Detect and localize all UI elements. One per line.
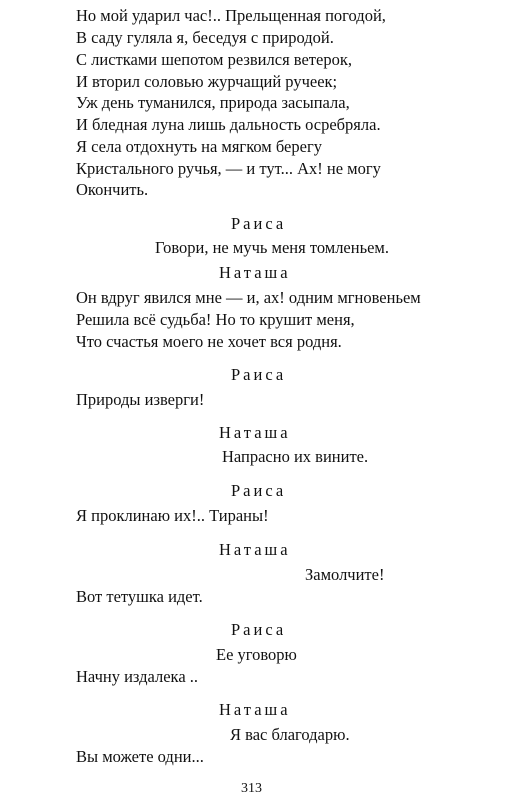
verse-line: И бледная луна лишь дальность осребряла.	[76, 115, 381, 134]
verse-line: Замолчите!	[305, 565, 385, 584]
verse-line: Природы изверги!	[76, 390, 205, 409]
verse-line: Кристального ручья, — и тут... Ах! не могу	[76, 159, 381, 178]
verse-line: Я проклинаю их!.. Тираны!	[76, 506, 269, 525]
speaker-name-natasha: Наташа	[219, 700, 291, 719]
verse-line: Окончить.	[76, 180, 149, 199]
verse-line: Начну издалека ..	[76, 667, 199, 686]
speaker-name-raisa: Раиса	[231, 365, 287, 384]
verse-line: Решила всё судьба! Но то крушит меня,	[76, 310, 355, 329]
verse-line: С листками шепотом резвился ветерок,	[76, 50, 352, 69]
verse-line: Ее уговорю	[216, 645, 297, 664]
speaker-name-raisa: Раиса	[231, 620, 287, 639]
speaker-name-natasha: Наташа	[219, 263, 291, 282]
verse-line: Я села отдохнуть на мягком берегу	[76, 137, 322, 156]
speaker-name-natasha: Наташа	[219, 540, 291, 559]
verse-line: Он вдруг явился мне — и, ах! одним мгновеньем	[76, 288, 421, 307]
verse-line: В саду гуляла я, беседуя с природой.	[76, 28, 334, 47]
verse-line: Вы можете одни...	[76, 747, 204, 766]
verse-line: Что счастья моего не хочет вся родня.	[76, 332, 342, 351]
verse-line: Вот тетушка идет.	[76, 587, 203, 606]
speaker-name-raisa: Раиса	[231, 481, 287, 500]
verse-line: Я вас благодарю.	[230, 725, 350, 744]
verse-line: Напрасно их вините.	[222, 447, 369, 466]
verse-line: Говори, не мучь меня томленьем.	[155, 238, 389, 257]
verse-line: Но мой ударил час!.. Прельщенная погодой,	[76, 6, 386, 25]
speaker-name-raisa: Раиса	[231, 214, 287, 233]
verse-line: Уж день туманился, природа засыпала,	[76, 93, 350, 112]
verse-line: И вторил соловью журчащий ручеек;	[76, 72, 338, 91]
page-number: 313	[241, 781, 262, 796]
speaker-name-natasha: Наташа	[219, 423, 291, 442]
